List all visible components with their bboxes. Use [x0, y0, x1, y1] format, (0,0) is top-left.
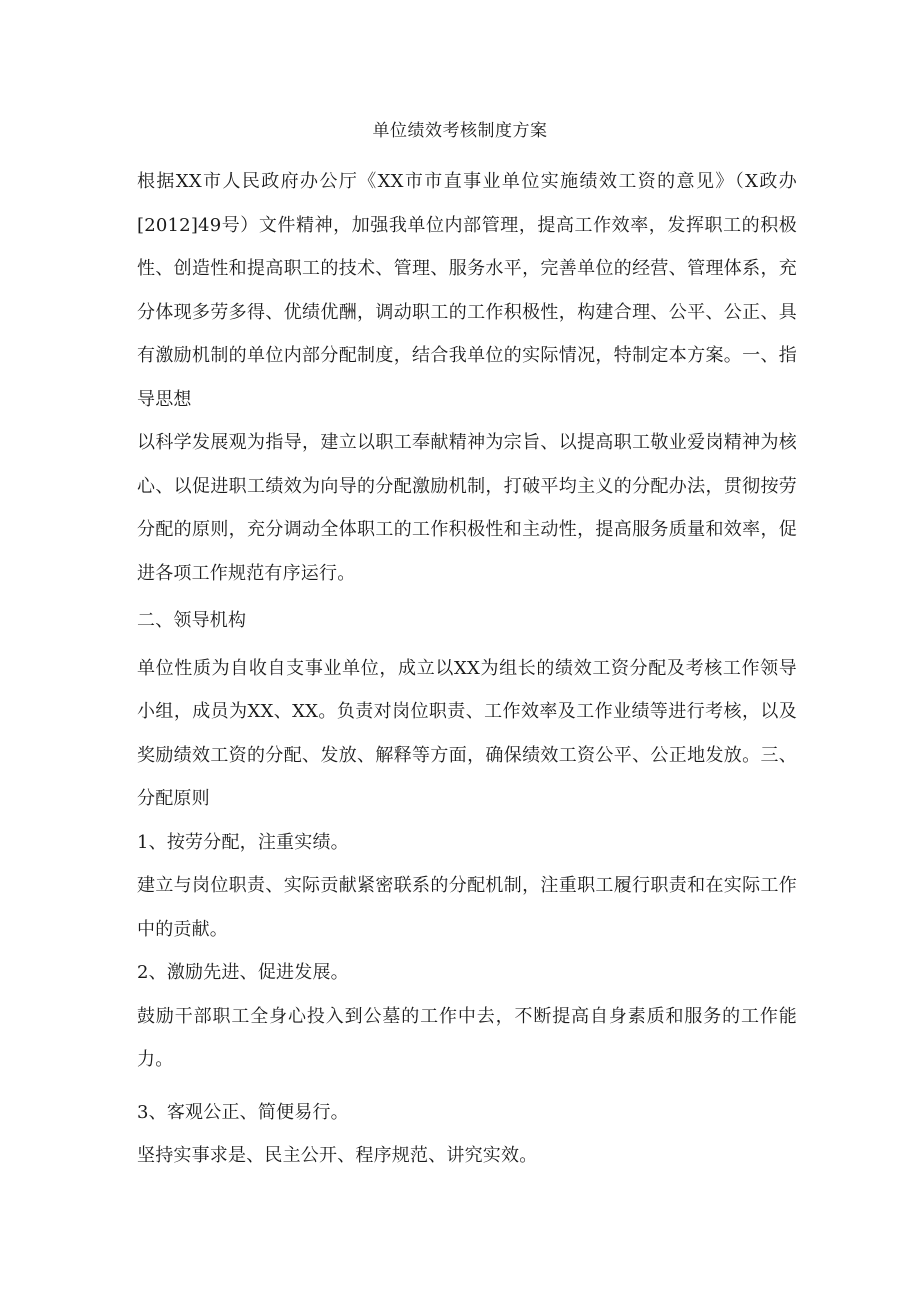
principle-text-1: 建立与岗位职责、实际贡献紧密联系的分配机制，注重职工履行职责和在实际工作中的贡献。 [137, 875, 797, 940]
section-heading-leadership: 二、领导机构 [137, 610, 247, 631]
principle-heading-1: 1、按劳分配，注重实绩。 [137, 831, 349, 853]
principle-text-3: 坚持实事求是、民主公开、程序规范、讲究实效。 [137, 1145, 538, 1166]
paragraph-guiding-thought: 以科学发展观为指导，建立以职工奉献精神为宗旨、以提高职工敬业爱岗精神为核心、以促进职工绩效为向导的分配激励机制，打破平均主义的分配办法，贯彻按劳分配的原则，充分调动全体职工的工作积极性和主动性，提高服务质量和效率，促进各项工作规范有序运行。 [137, 432, 797, 584]
paragraph-leadership: 单位性质为自收自支事业单位，成立以XX为组长的绩效工资分配及考核工作领导小组，成员为XX、XX。负责对岗位职责、工作效率及工作业绩等进行考核，以及奖励绩效工资的分配、发放、解释等方面，确保绩效工资公平、公正地发放。三、分配原则 [137, 657, 797, 809]
principle-text-2: 鼓励干部职工全身心投入到公墓的工作中去，不断提高自身素质和服务的工作能力。 [137, 1005, 797, 1070]
document-title: 单位绩效考核制度方案 [372, 121, 548, 141]
document-body [137, 160, 797, 1178]
principle-heading-3: 3、客观公正、简便易行。 [137, 1101, 349, 1123]
principle-heading-2: 2、激励先进、促进发展。 [137, 962, 349, 983]
paragraph-intro: 根据XX市人民政府办公厅《XX市市直事业单位实施绩效工资的意见》（X政办[2012]49号）文件精神，加强我单位内部管理，提高工作效率，发挥职工的积极性、创造性和提高职工的技术、管理、服务水平，完善单位的经营、管理体系，充分体现多劳多得、优绩优酬，调动职工的工作积极性，构建合理、公平、公正、具有激励机制的单位内部分配制度，结合我单位的实际情况，特制定本方案。一、指导思想 [137, 171, 797, 410]
